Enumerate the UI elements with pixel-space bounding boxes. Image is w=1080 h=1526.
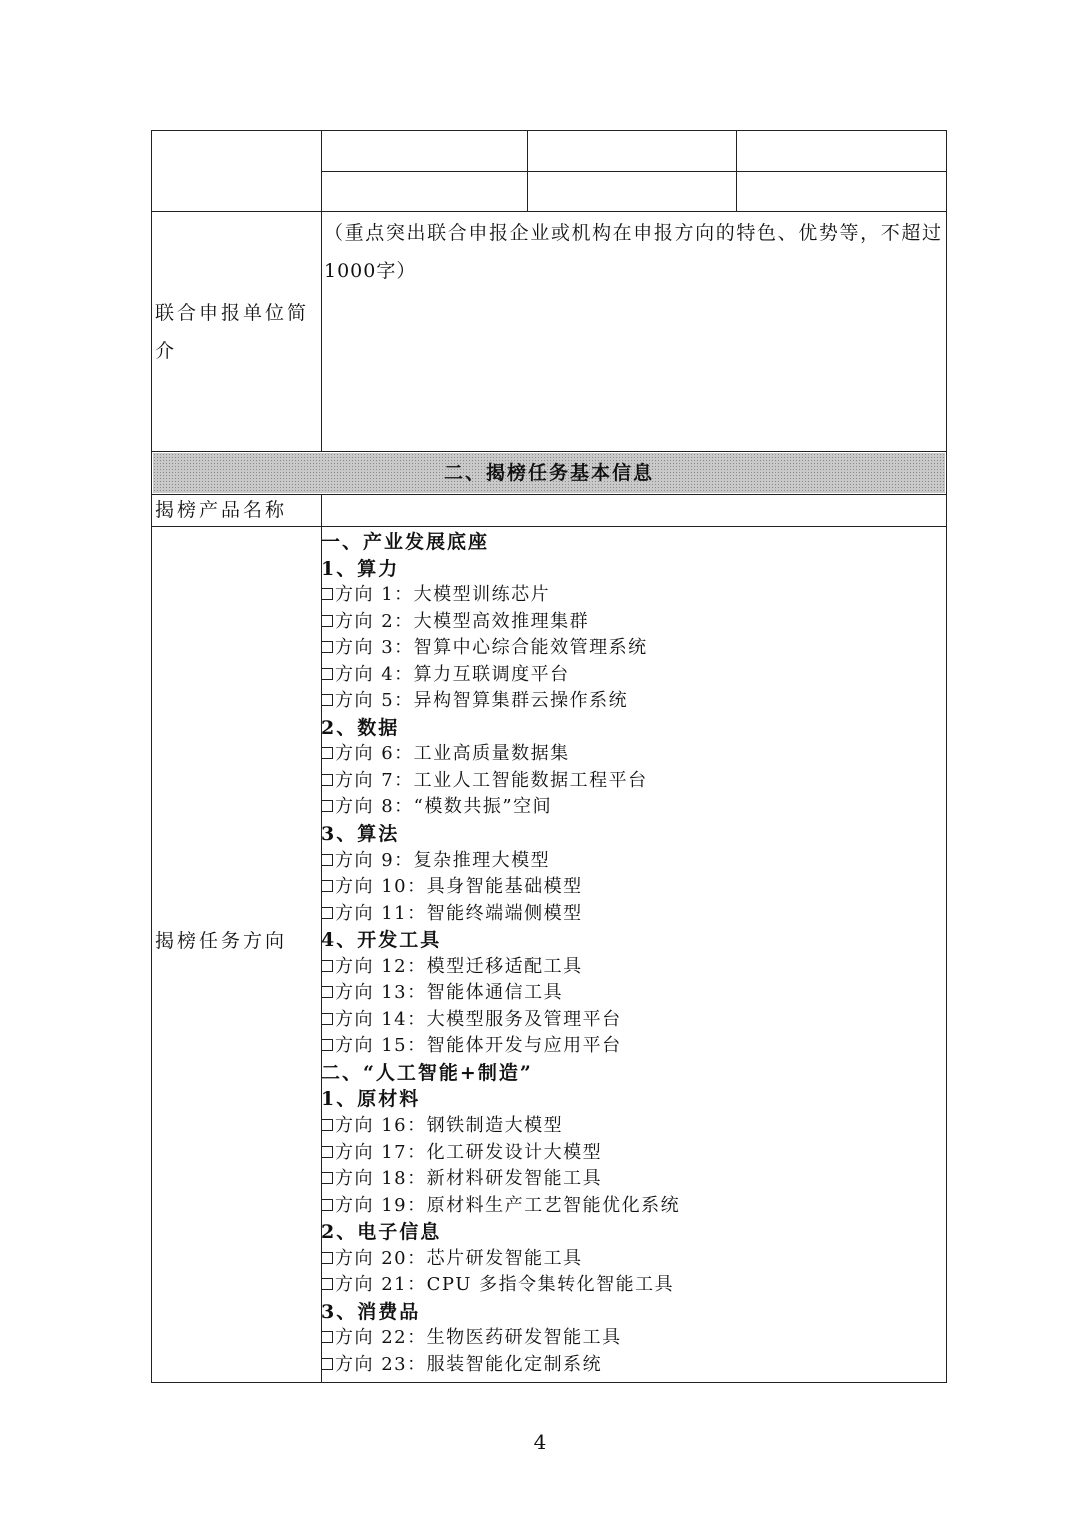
direction-label: 方向 19：原材料生产工艺智能优化系统 (335, 1194, 681, 1216)
task-direction-list (321, 529, 941, 1379)
direction-option[interactable] (321, 741, 941, 768)
category-heading: 2、数据 (321, 716, 400, 739)
category-heading: 1、原材料 (321, 1088, 421, 1111)
category-heading: 2、电子信息 (321, 1221, 442, 1244)
direction-option[interactable] (321, 794, 941, 821)
direction-option[interactable] (321, 980, 941, 1007)
direction-option[interactable] (321, 662, 941, 689)
direction-label: 方向 20：芯片研发智能工具 (335, 1247, 583, 1269)
direction-label: 方向 11：智能终端端侧模型 (335, 902, 583, 924)
direction-label: 方向 10：具身智能基础模型 (335, 876, 583, 898)
checkbox[interactable] (321, 1252, 333, 1264)
direction-label: 方向 15：智能体开发与应用平台 (335, 1035, 622, 1057)
direction-label: 方向 8：“模数共振”空间 (335, 796, 553, 818)
direction-option[interactable] (321, 1140, 941, 1167)
checkbox[interactable] (321, 1358, 333, 1370)
checkbox[interactable] (321, 588, 333, 600)
checkbox[interactable] (321, 1331, 333, 1343)
direction-label: 方向 17：化工研发设计大模型 (335, 1141, 603, 1163)
direction-label: 方向 21：CPU 多指令集转化智能工具 (335, 1274, 675, 1296)
direction-option[interactable] (321, 688, 941, 715)
direction-label: 方向 2：大模型高效推理集群 (335, 610, 590, 632)
direction-label: 方向 23：服装智能化定制系统 (335, 1353, 603, 1375)
direction-option[interactable] (321, 582, 941, 609)
direction-option[interactable] (321, 848, 941, 875)
checkbox[interactable] (321, 986, 333, 998)
direction-option[interactable] (321, 1033, 941, 1060)
product-name-label: 揭榜产品名称 (155, 499, 288, 521)
partner-intro-label: 联合申报单位简介 (155, 302, 310, 362)
direction-label: 方向 12：模型迁移适配工具 (335, 955, 583, 977)
checkbox[interactable] (321, 1039, 333, 1051)
direction-option[interactable] (321, 1007, 941, 1034)
checkbox[interactable] (321, 747, 333, 759)
checkbox[interactable] (321, 854, 333, 866)
direction-option[interactable] (321, 1272, 941, 1299)
checkbox[interactable] (321, 1172, 333, 1184)
direction-label: 方向 14：大模型服务及管理平台 (335, 1008, 622, 1030)
direction-label: 方向 18：新材料研发智能工具 (335, 1168, 603, 1190)
direction-option[interactable] (321, 1325, 941, 1352)
table-line (151, 1382, 947, 1383)
checkbox[interactable] (321, 1146, 333, 1158)
task-direction-label: 揭榜任务方向 (155, 930, 288, 952)
table-line (151, 130, 152, 1383)
category-heading: 1、算力 (321, 557, 400, 580)
checkbox[interactable] (321, 694, 333, 706)
direction-label: 方向 16：钢铁制造大模型 (335, 1115, 564, 1137)
group-heading: 二、“人工智能+制造” (321, 1061, 533, 1084)
checkbox[interactable] (321, 641, 333, 653)
table-line (321, 130, 322, 452)
checkbox[interactable] (321, 774, 333, 786)
page-number: 4 (533, 1430, 547, 1454)
checkbox[interactable] (321, 1278, 333, 1290)
direction-option[interactable] (321, 609, 941, 636)
direction-option[interactable] (321, 1246, 941, 1273)
table-line (946, 130, 947, 1383)
direction-label: 方向 4：算力互联调度平台 (335, 663, 570, 685)
direction-label: 方向 7：工业人工智能数据工程平台 (335, 769, 648, 791)
direction-option[interactable] (321, 1166, 941, 1193)
checkbox[interactable] (321, 960, 333, 972)
direction-option[interactable] (321, 1113, 941, 1140)
product-name-field[interactable] (324, 497, 942, 523)
category-heading: 3、消费品 (321, 1300, 421, 1323)
section-title: 二、揭榜任务基本信息 (443, 462, 654, 484)
direction-option[interactable] (321, 954, 941, 981)
checkbox[interactable] (321, 880, 333, 892)
checkbox[interactable] (321, 907, 333, 919)
direction-label: 方向 6：工业高质量数据集 (335, 743, 570, 765)
direction-label: 方向 9：复杂推理大模型 (335, 849, 551, 871)
direction-option[interactable] (321, 1352, 941, 1379)
direction-option[interactable] (321, 1193, 941, 1220)
table-line (151, 130, 947, 131)
checkbox[interactable] (321, 1119, 333, 1131)
table-line (151, 211, 947, 212)
direction-option[interactable] (321, 635, 941, 662)
table-line (321, 171, 947, 172)
direction-option[interactable] (321, 874, 941, 901)
direction-label: 方向 5：异构智算集群云操作系统 (335, 690, 629, 712)
table-line (151, 451, 947, 452)
category-heading: 4、开发工具 (321, 929, 442, 952)
checkbox[interactable] (321, 615, 333, 627)
table-line (527, 130, 528, 212)
direction-option[interactable] (321, 901, 941, 928)
direction-label: 方向 22：生物医药研发智能工具 (335, 1327, 622, 1349)
category-heading: 3、算法 (321, 823, 400, 846)
direction-option[interactable] (321, 768, 941, 795)
direction-label: 方向 13：智能体通信工具 (335, 982, 564, 1004)
group-heading: 一、产业发展底座 (321, 531, 490, 553)
direction-label: 方向 1：大模型训练芯片 (335, 584, 551, 606)
checkbox[interactable] (321, 1199, 333, 1211)
direction-label: 方向 3：智算中心综合能效管理系统 (335, 637, 648, 659)
table-line (736, 130, 737, 212)
checkbox[interactable] (321, 800, 333, 812)
checkbox[interactable] (321, 1013, 333, 1025)
partner-intro-hint[interactable]: （重点突出联合申报企业或机构在申报方向的特色、优势等，不超过1000字） (324, 222, 942, 282)
checkbox[interactable] (321, 668, 333, 680)
